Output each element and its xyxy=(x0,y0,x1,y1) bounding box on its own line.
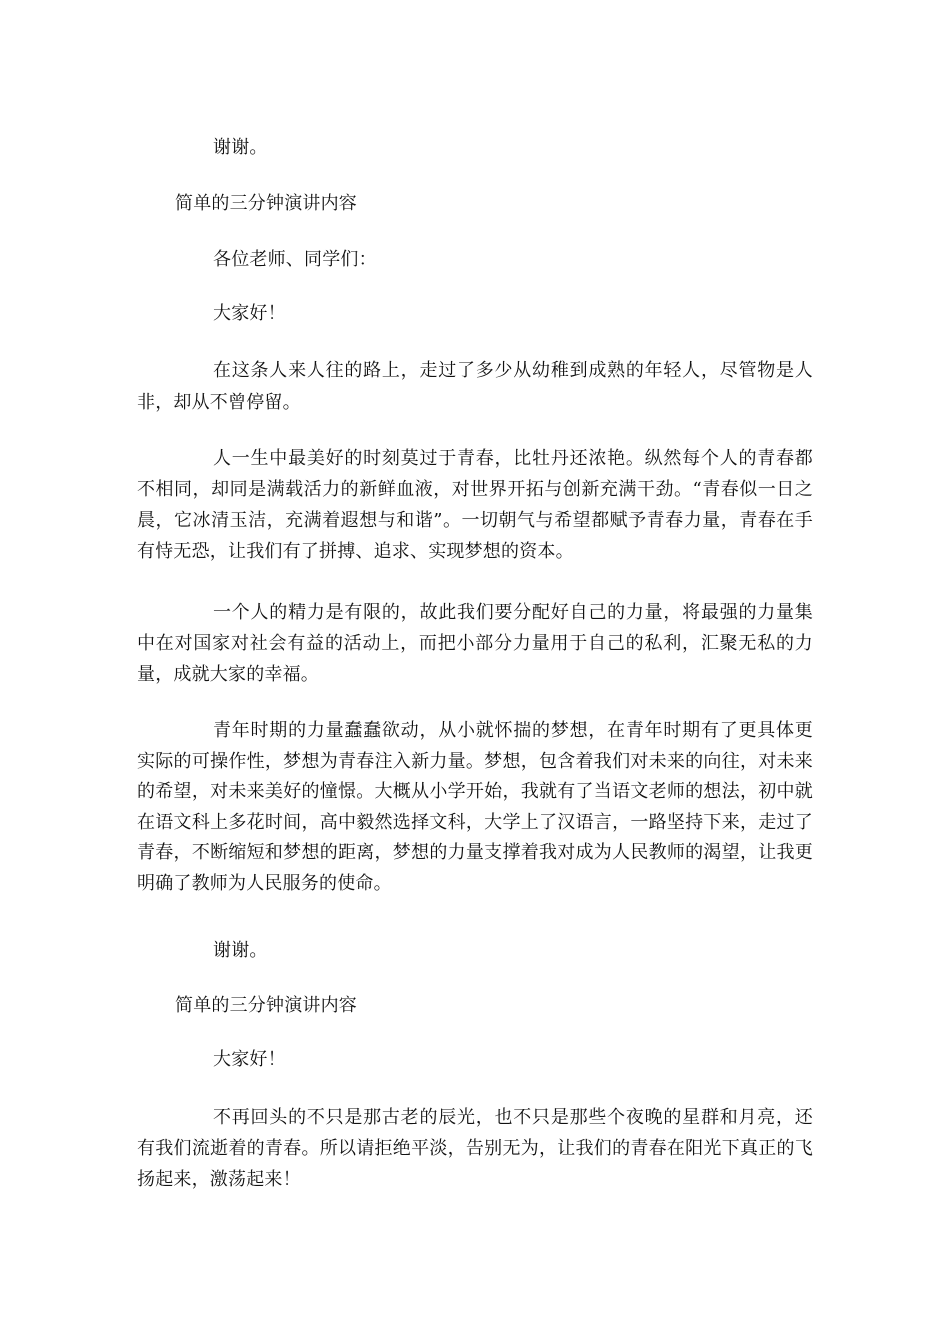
section-title-2: 简单的三分钟演讲内容 xyxy=(175,995,357,1016)
salutation-line: 各位老师、同学们： xyxy=(213,249,377,270)
body-paragraph-5: 不再回头的不只是那古老的辰光，也不只是那些个夜晚的星群和月亮，还有我们流逝着的青春。所以请拒绝平淡，告别无为，让我们的青春在阳光下真正的飞扬起来，激荡起来！ xyxy=(137,1107,813,1190)
thanks-line-1: 谢谢。 xyxy=(213,137,268,158)
greeting-line-2: 大家好！ xyxy=(213,1049,286,1070)
greeting-line-1: 大家好！ xyxy=(213,303,286,324)
body-paragraph-3: 一个人的精力是有限的，故此我们要分配好自己的力量，将最强的力量集中在对国家对社会有益的活动上，而把小部分力量用于自己的私利，汇聚无私的力量，成就大家的幸福。 xyxy=(137,602,813,685)
thanks-line-2: 谢谢。 xyxy=(213,940,268,961)
body-paragraph-2: 人一生中最美好的时刻莫过于青春，比牡丹还浓艳。纵然每个人的青春都不相同，却同是满载活力的新鲜血液，对世界开拓与创新充满干劲。“青春似一日之晨，它冰清玉洁，充满着遐想与和谐”。一切朝气与希望都赋予青春力量，青春在手有恃无恐，让我们有了拼搏、追求、实现梦想的资本。 xyxy=(137,448,813,562)
body-paragraph-4: 青年时期的力量蠢蠢欲动，从小就怀揣的梦想，在青年时期有了更具体更实际的可操作性，梦想为青春注入新力量。梦想，包含着我们对未来的向往，对未来的希望，对未来美好的憧憬。大概从小学开始，我就有了当语文老师的想法，初中就在语文科上多花时间，高中毅然选择文科，大学上了汉语言，一路坚持下来，走过了青春，不断缩短和梦想的距离，梦想的力量支撑着我对成为人民教师的渴望，让我更明确了教师为人民服务的使命。 xyxy=(137,720,813,894)
section-title-1: 简单的三分钟演讲内容 xyxy=(175,193,357,214)
body-paragraph-1: 在这条人来人往的路上，走过了多少从幼稚到成熟的年轻人，尽管物是人非，却从不曾停留。 xyxy=(137,360,813,413)
